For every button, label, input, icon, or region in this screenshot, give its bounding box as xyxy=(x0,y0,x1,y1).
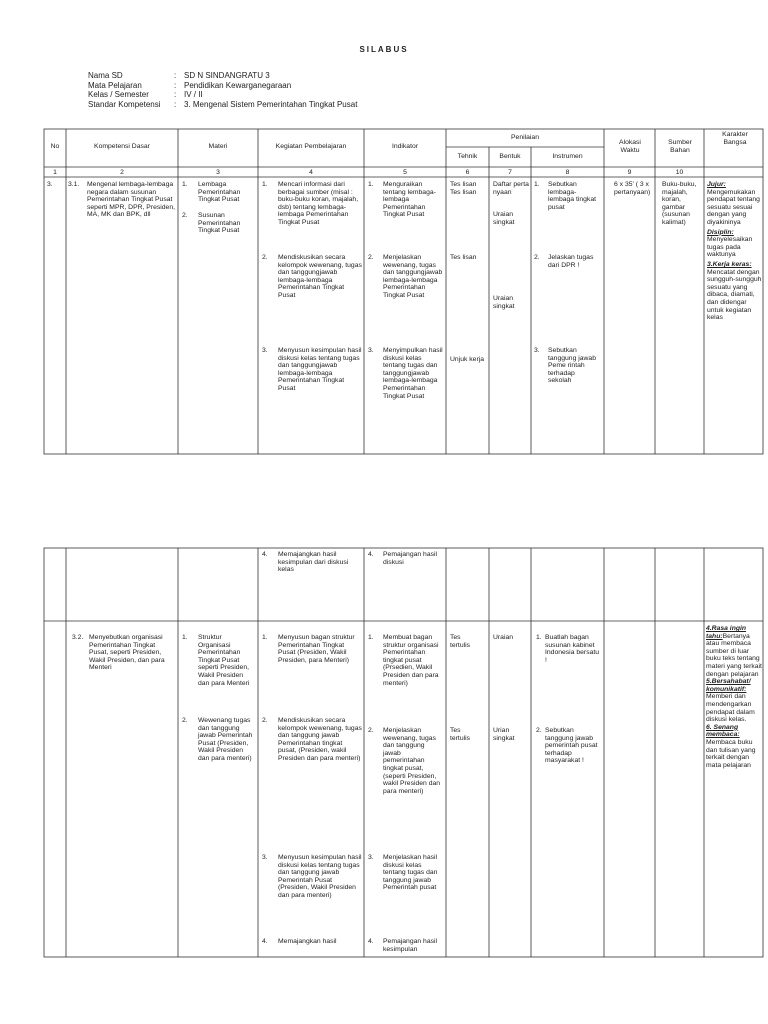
teknik-text: Tes lisan xyxy=(450,181,477,188)
col-number: 1 xyxy=(53,169,57,176)
item-number: 1. xyxy=(182,634,188,641)
kegiatan-item xyxy=(262,717,362,763)
instrumen-item xyxy=(536,727,600,765)
karakter-heading: 3.Kerja keras: xyxy=(707,260,752,268)
teknik-text: Unjuk kerja xyxy=(450,356,484,363)
item-text: Jelaskan tugas dari DPR ! xyxy=(548,254,594,269)
meta-colon: : xyxy=(174,90,177,99)
kegiatan-item xyxy=(262,347,362,393)
header-kompetensi-dasar: Kompetensi Dasar xyxy=(94,143,150,150)
meta-label: Standar Kompetensi xyxy=(88,99,161,109)
materi-item xyxy=(182,181,254,204)
item-number: 3. xyxy=(368,347,374,354)
sumber-bahan: Buku-buku, majalah, koran, gambar (susunan kalimat) xyxy=(662,181,697,226)
item-text: Lembaga Pemerintahan Tingkat Pusat xyxy=(198,181,241,204)
teknik-text: Tes lisan xyxy=(450,189,477,196)
karakter-item xyxy=(706,678,762,724)
item-text: Menyusun kesimpulan hasil diskusi kelas tentang tugas dan tanggung jawab Pemerintah Pusat (Presiden, Wakil Presiden dan para menteri) xyxy=(278,854,362,899)
teknik-text: Tes tertulis xyxy=(450,634,471,649)
item-text: Buatlah bagan susunan kabinet Indonesia bersatu ! xyxy=(545,634,600,664)
item-number: 2. xyxy=(536,727,542,734)
item-text: Memajangkan hasil xyxy=(278,938,337,945)
item-number: 1. xyxy=(536,634,542,641)
meta-colon: : xyxy=(174,71,177,80)
instrumen-item xyxy=(534,254,600,269)
col-number: 9 xyxy=(627,169,632,176)
kegiatan-item xyxy=(262,254,362,300)
indikator-item xyxy=(368,254,444,300)
col-number: 5 xyxy=(403,169,407,176)
item-text: Menyebutkan organisasi Pemerintahan Tingkat Pusat, seperti Presiden, Wakil Presiden, dan para Menteri xyxy=(89,634,165,672)
instrumen-item xyxy=(534,347,600,385)
item-text: Sebutkan tanggung jawab pemerintah pusat terhadap masyarakat ! xyxy=(545,727,598,765)
meta-value: 3. Mengenal Sistem Pemerintahan Tingkat Pusat xyxy=(184,99,358,109)
item-number: 4. xyxy=(368,938,374,945)
item-number: 3.1. xyxy=(68,181,80,188)
karakter-text: Mengemukakan pendapat tentang sesuatu sesuai dengan yang diyakininya xyxy=(707,188,760,226)
kompetensi-dasar xyxy=(72,634,176,672)
karakter-bangsa xyxy=(706,625,762,769)
item-text: Mendiskusikan secara kelompok wewenang, tugas dan tanggung jawab Pemerintahan tingkat pusat, (Presiden, wakil Presiden dan para menteri) xyxy=(278,717,362,762)
header-karakter: Karakter Bangsa xyxy=(722,131,748,146)
karakter-heading: Jujur: xyxy=(707,181,726,188)
item-number: 4. xyxy=(368,551,374,558)
item-number: 2. xyxy=(368,254,374,261)
item-number: 2. xyxy=(368,727,374,734)
bentuk-text: Daftar pertanyaan xyxy=(493,181,529,196)
item-number: 4. xyxy=(262,551,268,558)
meta-value: Pendidikan Kewarganegaraan xyxy=(184,80,292,90)
item-number: 1. xyxy=(534,181,540,188)
karakter-text: Mencatat dengan sungguh-sungguh sesuatu yang dibaca, diamati, dan didengar untuk kegiatan kelas xyxy=(707,268,762,322)
header-indikator: Indikator xyxy=(391,143,419,150)
indikator-item xyxy=(368,854,444,892)
item-text: Membuat bagan struktur organisasi Pemerintahan tingkat pusat (Prsedien, Wakil Presiden dan para menteri) xyxy=(383,634,439,687)
item-text: Menguraikan tentang lembaga-lembaga Pemerintahan Tingkat Pusat xyxy=(383,181,436,219)
header-tehnik: Tehnik xyxy=(457,153,478,160)
item-text: Menjelaskan wewenang, tugas dan tanggung jawab pemerintahan tingkat pusat, (seperti Presiden, wakil Presiden dan para menteri) xyxy=(383,727,441,795)
bentuk-text: Urian singkat xyxy=(493,727,515,742)
item-number: 2. xyxy=(262,254,268,261)
indikator-item xyxy=(368,938,444,953)
karakter-heading: 6. Senang membaca: xyxy=(706,723,740,739)
karakter-heading: 5.Bersahabat/ komunikatif: xyxy=(706,678,751,693)
header-materi: Materi xyxy=(208,143,228,150)
item-number: 1. xyxy=(182,181,188,188)
col-number: 2 xyxy=(120,169,124,176)
item-text: Struktur Organisasi Pemerintahan Tingkat Pusat seperti Presiden, Wakil Presiden dan para Menteri xyxy=(198,634,250,687)
karakter-item xyxy=(707,229,762,259)
karakter-item xyxy=(707,261,762,322)
item-number: 2. xyxy=(182,212,188,219)
kegiatan-item xyxy=(262,938,362,946)
row-number: 3. xyxy=(47,181,53,188)
teknik-text: Tes tertulis xyxy=(450,727,471,742)
item-text: Pemajangan hasil diskusi xyxy=(383,551,438,566)
indikator-item xyxy=(368,551,444,566)
item-text: Susunan Pemerintahan Tingkat Pusat xyxy=(198,212,241,235)
kompetensi-dasar xyxy=(68,181,176,219)
karakter-text: Bertanya atau membaca sumber di luar buku teks tentang materi yang terkait dengan pelajaran xyxy=(706,632,762,678)
item-text: Menyusun bagan struktur Pemerintahan Tingkat Pusat (Presiden, Wakil Presiden, para Menteri) xyxy=(278,634,355,664)
item-number: 3. xyxy=(368,854,374,861)
bentuk-text: Uraian xyxy=(493,634,514,641)
teknik-text: Tes lisan xyxy=(450,254,477,261)
item-text: Wewenang tugas dan tanggung jawab Pemerintah Pusat (Presiden, Wakil Presiden dan para menteri) xyxy=(198,717,253,762)
kegiatan-item xyxy=(262,634,362,664)
header-instrumen: Instrumen xyxy=(552,153,583,160)
item-text: Menjelaskan hasil diskusi kelas tentang tugas dan tanggung jawab Pemerintah pusat xyxy=(383,854,438,892)
materi-item xyxy=(182,634,254,687)
item-number: 1. xyxy=(368,634,374,641)
kegiatan-item xyxy=(262,854,362,900)
meta-value: SD N SINDANGRATU 3 xyxy=(184,71,270,80)
karakter-bangsa xyxy=(707,181,762,322)
item-number: 4. xyxy=(262,938,268,945)
header-kegiatan: Kegiatan Pembelajaran xyxy=(275,143,347,150)
item-number: 1. xyxy=(262,181,268,188)
item-text: Mengenal lembaga-lembaga negara dalam susunan Pemerintahan Tingkat Pusat seperti MPR, DPR, Presiden, MA, MK dan BPK, dll xyxy=(87,181,176,219)
header-sumber: Sumber Bahan xyxy=(668,139,692,154)
karakter-item xyxy=(706,625,762,678)
meta-value: IV / II xyxy=(184,90,203,99)
item-text: Pemajangan hasil kesimpulan xyxy=(383,938,438,953)
indikator-item xyxy=(368,181,444,219)
col-number: 3 xyxy=(216,169,220,176)
item-text: Sebutkan tanggung jawab Peme rintah terhadap sekolah xyxy=(548,347,596,385)
col-number: 8 xyxy=(565,169,570,176)
meta-colon: : xyxy=(174,80,177,90)
item-text: Menjelaskan wewenang, tugas dan tanggungjawab lembaga-lembaga Pemerintahan Tingkat Pusat xyxy=(383,254,443,299)
karakter-item xyxy=(706,724,762,770)
header-no: No xyxy=(50,143,60,150)
item-number: 2. xyxy=(262,717,268,724)
bentuk-text: Uraian singkat xyxy=(493,211,515,226)
item-text: Menyimpulkan hasil diskusi kelas tentang tugas dan tanggungjawab lembaga-lembaga Pemerintahan Tingkat Pusat xyxy=(383,347,443,400)
kegiatan-item xyxy=(262,181,362,227)
alokasi-waktu: 6 x 35' ( 3 x pertanyaan) xyxy=(614,181,651,196)
meta-label: Nama SD xyxy=(88,71,123,80)
instrumen-item xyxy=(534,181,600,211)
item-text: Mendiskusikan secara kelompok wewenang, tugas dan tanggungjawab lembaga-lembaga Pemerintahan Tingkat Pusat xyxy=(278,254,362,299)
indikator-item xyxy=(368,347,444,400)
item-text: Memajangkan hasil kesimpulan dari diskusi kelas xyxy=(278,551,349,574)
instrumen-item xyxy=(536,634,600,664)
col-number: 4 xyxy=(309,169,313,176)
meta-colon: : xyxy=(174,99,177,109)
item-number: 3.2. xyxy=(72,634,84,641)
materi-item xyxy=(182,212,254,235)
karakter-text: Membaca buku dan tulisan yang terkait dengan mata pelajaran xyxy=(706,738,756,769)
karakter-heading: Disiplin: xyxy=(707,228,734,236)
bentuk-text: Uraian singkat xyxy=(493,295,515,310)
item-number: 1. xyxy=(368,181,374,188)
col-number: 7 xyxy=(508,169,512,176)
item-text: Menyusun kesimpulan hasil diskusi kelas tentang tugas dan tanggungjawab lembaga-lembaga Pemerintahan Tingkat Pusat xyxy=(278,347,362,392)
meta-label: Kelas / Semester xyxy=(88,90,149,99)
item-text: Sebutkan lembaga-lembaga tingkat pusat xyxy=(548,181,596,211)
karakter-item xyxy=(707,181,762,227)
item-number: 2. xyxy=(534,254,540,261)
item-text: Mencari informasi dari berbagai sumber (misal : buku-buku koran, majalah, dsb) tentang lembaga-lembaga Pemerintahan Tingkat Pusat xyxy=(278,181,359,226)
item-number: 3. xyxy=(262,854,268,861)
col-number: 10 xyxy=(675,169,684,176)
materi-item xyxy=(182,717,254,763)
item-number: 1. xyxy=(262,634,268,641)
indikator-item xyxy=(368,634,444,687)
karakter-text: Memberi dan mendengarkan pendapat dalam diskusi kelas. xyxy=(706,693,755,724)
item-number: 3. xyxy=(262,347,268,354)
kegiatan-item xyxy=(262,551,362,574)
header-bentuk: Bentuk xyxy=(499,153,521,160)
header-penilaian: Penilaian xyxy=(511,134,539,141)
karakter-heading: 4.Rasa ingin tahu: xyxy=(706,625,747,640)
page-title: SILABUS xyxy=(359,45,409,54)
col-number: 6 xyxy=(465,169,470,176)
header-alokasi: Alokasi Waktu xyxy=(619,139,641,154)
indikator-item xyxy=(368,727,444,795)
item-number: 2. xyxy=(182,717,188,724)
meta-label: Mata Pelajaran xyxy=(88,80,142,90)
karakter-text: Menyelesaikan tugas pada waktunya xyxy=(707,236,753,259)
item-number: 3. xyxy=(534,347,540,354)
